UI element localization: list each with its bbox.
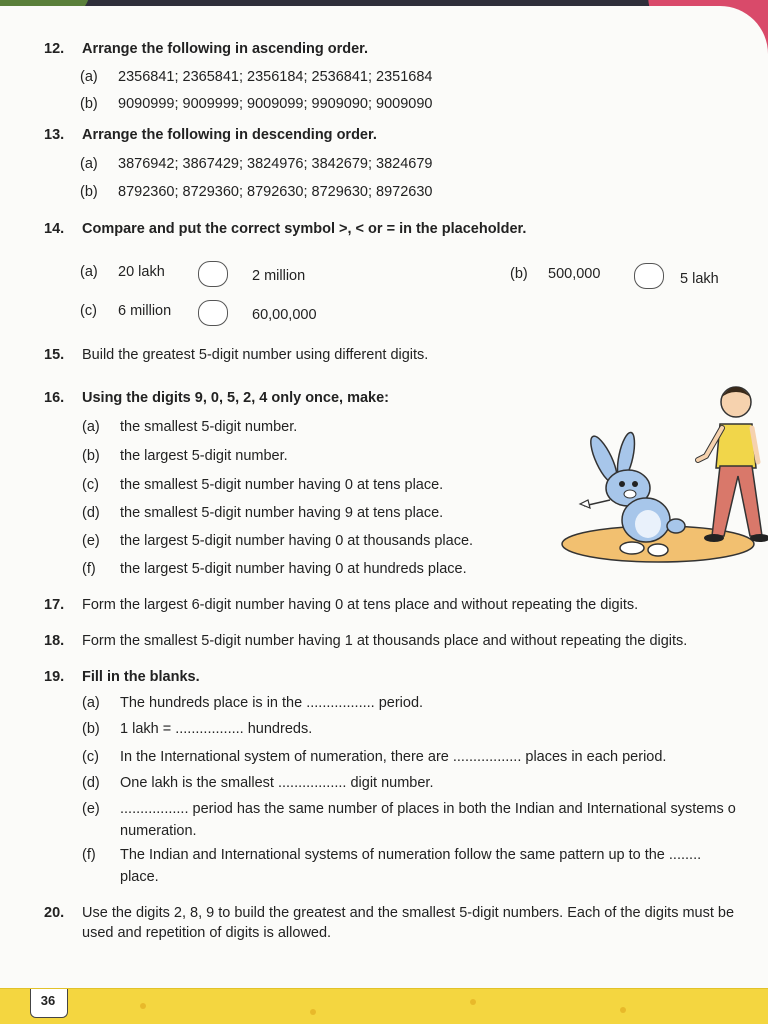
- q19-item-e-cont: numeration.: [120, 823, 197, 839]
- item-label: (b): [80, 184, 98, 200]
- item-text: The hundreds place is in the ................. period.: [120, 695, 424, 711]
- left-value: 20 lakh: [118, 264, 165, 280]
- question-text: Build the greatest 5-digit number using different digits.: [82, 347, 429, 363]
- q19-item-b: [82, 720, 312, 738]
- question-16: [44, 389, 564, 407]
- q16-item-a: [82, 418, 297, 436]
- q14-b: [510, 265, 600, 283]
- question-number: 14.: [44, 221, 65, 237]
- page-number: 36: [40, 993, 56, 1008]
- q19-item-d: [82, 774, 434, 792]
- item-label: (c): [82, 477, 99, 493]
- q19-item-f: [82, 846, 768, 864]
- question-13: [44, 126, 744, 144]
- compare-placeholder-a[interactable]: [198, 261, 228, 287]
- item-text: the largest 5-digit number having 0 at thousands place.: [120, 533, 474, 549]
- question-number: 16.: [44, 390, 65, 406]
- item-text: the smallest 5-digit number having 9 at tens place.: [120, 505, 444, 521]
- item-label: (d): [82, 775, 100, 791]
- item-label: (b): [80, 96, 98, 112]
- question-19: [44, 668, 744, 686]
- q14-a-right: 2 million: [252, 268, 306, 284]
- question-number: 19.: [44, 669, 65, 685]
- item-label: (b): [82, 448, 100, 464]
- item-label: (c): [80, 303, 97, 319]
- q16-item-d: [82, 504, 443, 522]
- question-20: [44, 904, 768, 922]
- item-label: (b): [510, 266, 528, 282]
- item-label: (e): [82, 801, 100, 817]
- item-text: the largest 5-digit number.: [120, 448, 288, 464]
- item-text: 8792360; 8729360; 8792630; 8729630; 8972630: [118, 184, 433, 200]
- question-text: Form the largest 6-digit number having 0 at tens place and without repeating the digits.: [82, 597, 639, 613]
- item-text: the largest 5-digit number having 0 at hundreds place.: [120, 561, 467, 577]
- item-text: In the International system of numeration, there are ................. places in each period.: [120, 749, 667, 765]
- question-18: [44, 632, 764, 650]
- item-text: The Indian and International systems of numeration follow the same pattern up to the ........: [120, 847, 702, 863]
- item-label: (b): [82, 721, 100, 737]
- item-label: (a): [82, 419, 100, 435]
- footer-dot: [470, 999, 476, 1005]
- item-text: ................. period has the same number of places in both the Indian and International systems o: [120, 801, 736, 817]
- item-text: the smallest 5-digit number.: [120, 419, 298, 435]
- item-label: (a): [80, 156, 98, 172]
- item-label: (c): [82, 749, 99, 765]
- item-text: 1 lakh = ................. hundreds.: [120, 721, 313, 737]
- question-text: Use the digits 2, 8, 9 to build the greatest and the smallest 5-digit numbers. Each of the digits must be: [82, 905, 735, 921]
- item-label: (e): [82, 533, 100, 549]
- q19-item-a: [82, 694, 423, 712]
- compare-placeholder-c[interactable]: [198, 300, 228, 326]
- q19-item-e: [82, 800, 768, 818]
- question-14: [44, 220, 744, 238]
- q16-item-b: [82, 447, 288, 465]
- item-label: (d): [82, 505, 100, 521]
- q13-a: [80, 155, 432, 173]
- question-text: Arrange the following in descending order.: [82, 127, 377, 143]
- question-number: 17.: [44, 597, 65, 613]
- question-text: Arrange the following in ascending order.: [82, 41, 369, 57]
- q19-item-f-cont: place.: [120, 869, 159, 885]
- question-12: [44, 40, 744, 58]
- question-number: 13.: [44, 127, 65, 143]
- q13-b: [80, 183, 432, 201]
- item-label: (a): [80, 264, 98, 280]
- q12-b: [80, 95, 432, 113]
- footer-dot: [310, 1009, 316, 1015]
- question-text: Using the digits 9, 0, 5, 2, 4 only once, make:: [82, 390, 390, 406]
- question-number: 15.: [44, 347, 65, 363]
- page-footer: [0, 988, 768, 1024]
- item-label: (f): [82, 847, 96, 863]
- item-label: (a): [82, 695, 100, 711]
- question-number: 12.: [44, 41, 65, 57]
- item-text: 9090999; 9009999; 9009099; 9909090; 9009090: [118, 96, 433, 112]
- question-text: Form the smallest 5-digit number having 1 at thousands place and without repeating the digits.: [82, 633, 688, 649]
- question-17: [44, 596, 744, 614]
- q14-a: [80, 263, 165, 281]
- item-text: One lakh is the smallest ................. digit number.: [120, 775, 434, 791]
- left-value: 500,000: [548, 266, 601, 282]
- question-20-cont: used and repetition of digits is allowed.: [82, 925, 332, 941]
- q12-a: [80, 68, 432, 86]
- item-text: 3876942; 3867429; 3824976; 3842679; 3824679: [118, 156, 433, 172]
- q14-c-right: 60,00,000: [252, 307, 317, 323]
- q16-item-e: [82, 532, 473, 550]
- item-label: (a): [80, 69, 98, 85]
- question-text: Fill in the blanks.: [82, 669, 200, 685]
- footer-dot: [620, 1007, 626, 1013]
- item-text: the smallest 5-digit number having 0 at tens place.: [120, 477, 444, 493]
- item-label: (f): [82, 561, 96, 577]
- q16-item-f: [82, 560, 467, 578]
- left-value: 6 million: [118, 303, 172, 319]
- rabbit-and-boy-illustration: [560, 380, 768, 570]
- q14-c: [80, 302, 171, 320]
- footer-dot: [140, 1003, 146, 1009]
- item-text: 2356841; 2365841; 2356184; 2536841; 2351684: [118, 69, 433, 85]
- question-number: 18.: [44, 633, 65, 649]
- q16-item-c: [82, 476, 443, 494]
- compare-placeholder-b[interactable]: [634, 263, 664, 289]
- question-15: [44, 346, 744, 364]
- question-text: Compare and put the correct symbol >, < or = in the placeholder.: [82, 221, 527, 237]
- boy-icon: [698, 387, 768, 542]
- question-number: 20.: [44, 905, 65, 921]
- q19-item-c: [82, 748, 764, 766]
- q14-b-right: 5 lakh: [680, 271, 719, 287]
